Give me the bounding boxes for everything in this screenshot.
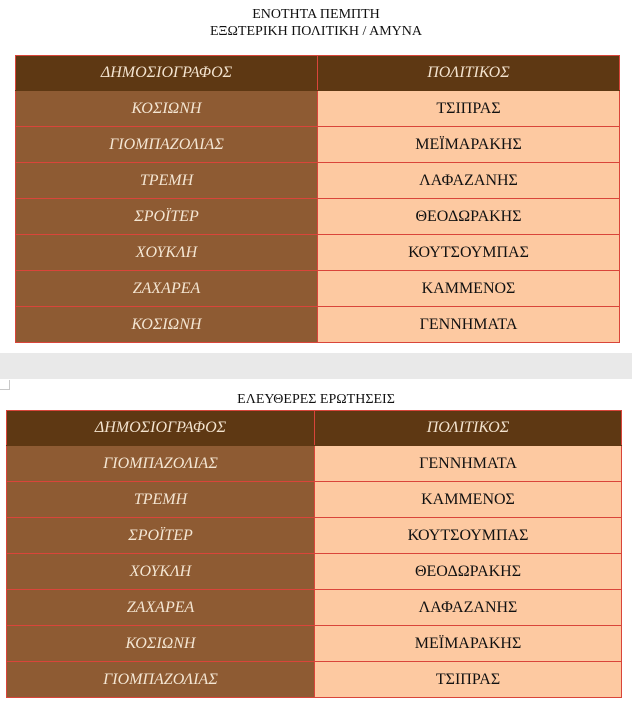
politician-cell: ΚΟΥΤΣΟΥΜΠΑΣ bbox=[318, 235, 620, 271]
politician-cell: ΚΟΥΤΣΟΥΜΠΑΣ bbox=[315, 518, 622, 554]
table-row bbox=[16, 235, 620, 271]
journalist-cell: ΧΟΥΚΛΗ bbox=[16, 235, 318, 271]
table-row bbox=[16, 127, 620, 163]
section2-title: ΕΛΕΥΘΕΡΕΣ ΕΡΩΤΗΣΕΙΣ bbox=[237, 392, 395, 407]
table-row bbox=[7, 662, 622, 698]
journalist-cell: ΓΙΟΜΠΑΖΟΛΙΑΣ bbox=[7, 446, 315, 482]
journalist-cell: ΚΟΣΙΩΝΗ bbox=[7, 626, 315, 662]
table-row bbox=[16, 199, 620, 235]
table-header-row bbox=[7, 411, 622, 446]
journalist-cell: ΣΡΟΪΤΕΡ bbox=[16, 199, 318, 235]
journalist-cell: ΖΑΧΑΡΕΑ bbox=[7, 590, 315, 626]
table-row bbox=[7, 518, 622, 554]
journalist-column-header: ΔΗΜΟΣΙΟΓΡΑΦΟΣ bbox=[7, 411, 315, 446]
section2-table bbox=[6, 410, 622, 698]
journalist-cell: ΤΡΕΜΗ bbox=[16, 163, 318, 199]
table-row bbox=[16, 91, 620, 127]
section1-title-line1: ΕΝΟΤΗΤΑ ΠΕΜΠΤΗ bbox=[252, 7, 380, 22]
table-row bbox=[7, 590, 622, 626]
section1-title-line2: ΕΞΩΤΕΡΙΚΗ ΠΟΛΙΤΙΚΗ / ΑΜΥΝΑ bbox=[209, 24, 423, 39]
politician-cell: ΤΣΙΠΡΑΣ bbox=[318, 91, 620, 127]
table-row bbox=[7, 446, 622, 482]
politician-cell: ΜΕΪΜΑΡΑΚΗΣ bbox=[318, 127, 620, 163]
journalist-cell: ΓΙΟΜΠΑΖΟΛΙΑΣ bbox=[16, 127, 318, 163]
section1-table bbox=[15, 55, 620, 343]
politician-column-header: ΠΟΛΙΤΙΚΟΣ bbox=[318, 56, 620, 91]
politician-cell: ΚΑΜΜΕΝΟΣ bbox=[318, 271, 620, 307]
politician-cell: ΛΑΦΑΖΑΝΗΣ bbox=[318, 163, 620, 199]
journalist-cell: ΚΟΣΙΩΝΗ bbox=[16, 91, 318, 127]
politician-cell: ΘΕΟΔΩΡΑΚΗΣ bbox=[318, 199, 620, 235]
journalist-cell: ΖΑΧΑΡΕΑ bbox=[16, 271, 318, 307]
page-break-divider bbox=[0, 353, 632, 379]
journalist-column-header: ΔΗΜΟΣΙΟΓΡΑΦΟΣ bbox=[16, 56, 318, 91]
politician-column-header: ΠΟΛΙΤΙΚΟΣ bbox=[315, 411, 622, 446]
page-corner-mark bbox=[0, 380, 10, 390]
table-header-row bbox=[16, 56, 620, 91]
table-row bbox=[7, 626, 622, 662]
section1-title bbox=[0, 6, 632, 40]
politician-cell: ΜΕΪΜΑΡΑΚΗΣ bbox=[315, 626, 622, 662]
journalist-cell: ΓΙΟΜΠΑΖΟΛΙΑΣ bbox=[7, 662, 315, 698]
journalist-cell: ΣΡΟΪΤΕΡ bbox=[7, 518, 315, 554]
table-row bbox=[7, 554, 622, 590]
politician-cell: ΓΕΝΝΗΜΑΤΑ bbox=[315, 446, 622, 482]
politician-cell: ΘΕΟΔΩΡΑΚΗΣ bbox=[315, 554, 622, 590]
politician-cell: ΛΑΦΑΖΑΝΗΣ bbox=[315, 590, 622, 626]
table-row bbox=[16, 163, 620, 199]
journalist-cell: ΧΟΥΚΛΗ bbox=[7, 554, 315, 590]
politician-cell: ΤΣΙΠΡΑΣ bbox=[315, 662, 622, 698]
journalist-cell: ΤΡΕΜΗ bbox=[7, 482, 315, 518]
table-row bbox=[16, 307, 620, 343]
journalist-cell: ΚΟΣΙΩΝΗ bbox=[16, 307, 318, 343]
table-row bbox=[7, 482, 622, 518]
table-row bbox=[16, 271, 620, 307]
politician-cell: ΓΕΝΝΗΜΑΤΑ bbox=[318, 307, 620, 343]
politician-cell: ΚΑΜΜΕΝΟΣ bbox=[315, 482, 622, 518]
